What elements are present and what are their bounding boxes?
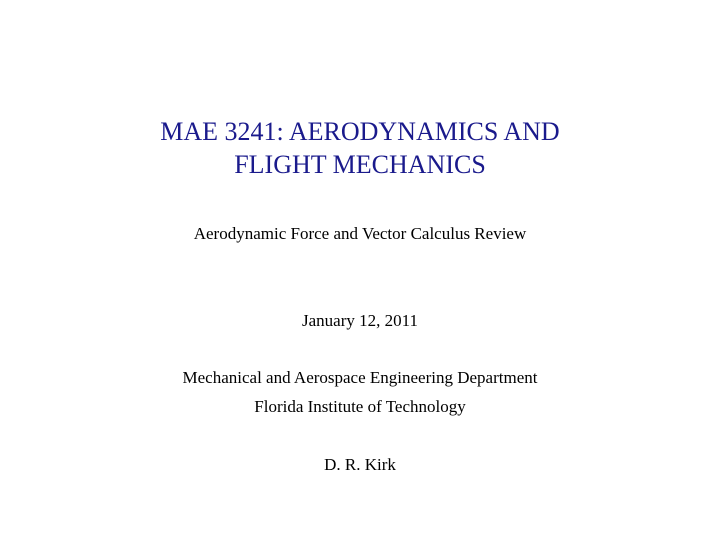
slide-subtitle: Aerodynamic Force and Vector Calculus Review (193, 224, 527, 243)
presentation-date: January 12, 2011 (302, 311, 418, 330)
slide-title-line-1: MAE 3241: AERODYNAMICS AND (160, 117, 560, 146)
slide-title (0, 115, 720, 181)
slide-title-line-2: FLIGHT MECHANICS (234, 150, 486, 179)
department-name: Mechanical and Aerospace Engineering Department (182, 368, 538, 387)
institution-name: Florida Institute of Technology (254, 397, 466, 416)
author-name: D. R. Kirk (324, 455, 396, 474)
